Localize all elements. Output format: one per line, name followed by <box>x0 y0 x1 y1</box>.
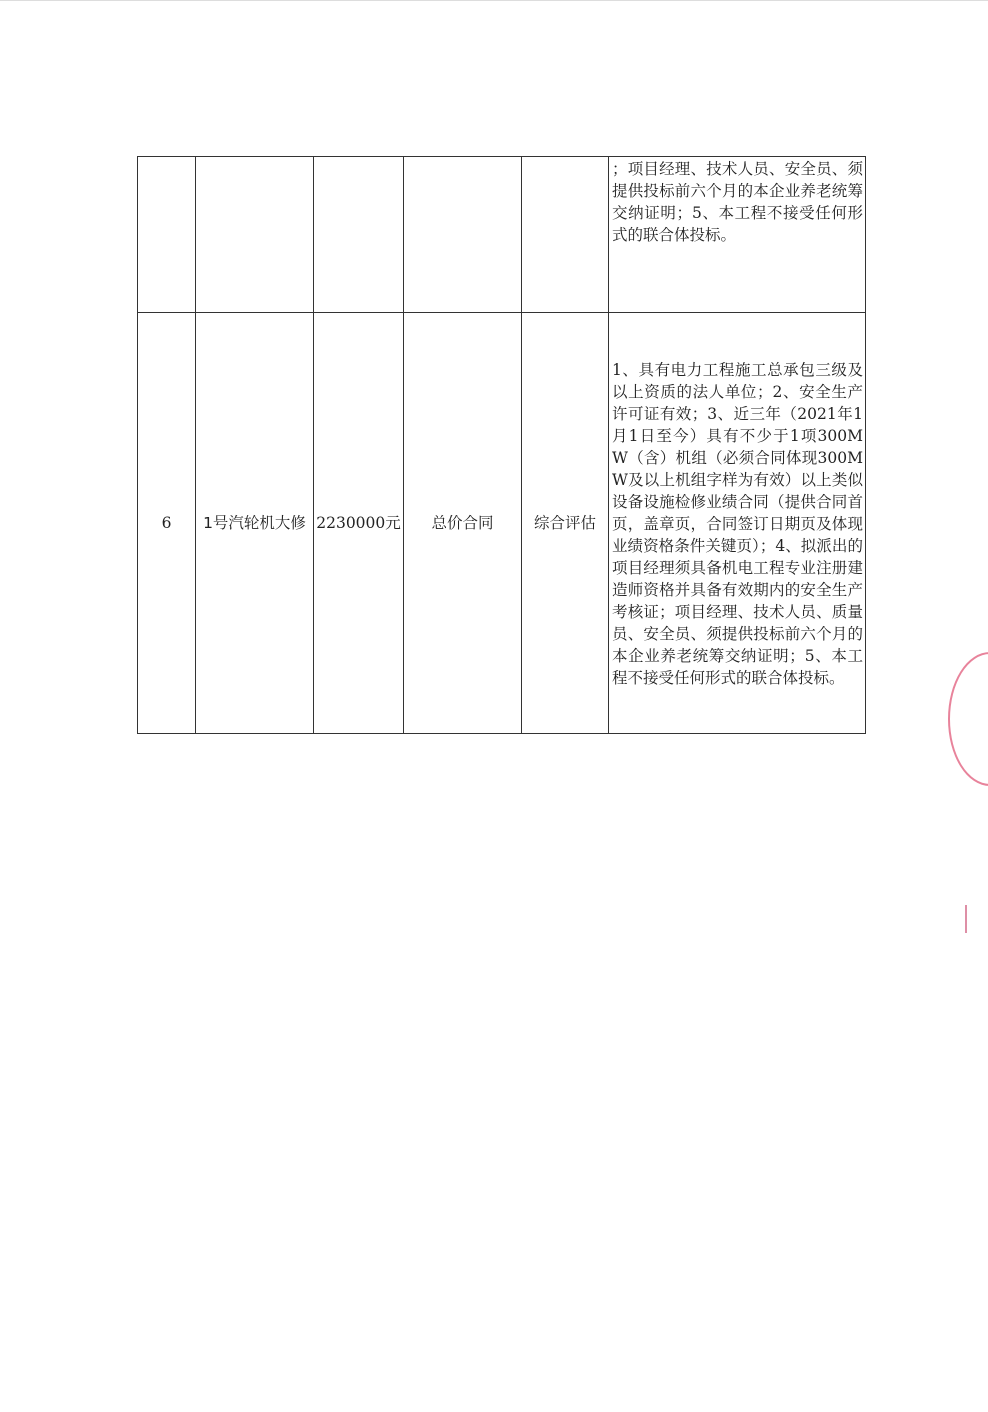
cell-requirements <box>609 313 866 734</box>
table-row <box>138 313 866 734</box>
tender-table <box>137 156 866 734</box>
page-top-edge <box>0 0 988 1</box>
cell-requirements <box>609 157 866 313</box>
cell-no <box>138 157 196 313</box>
red-seal-stamp <box>948 652 988 786</box>
cell-evaluation: 综合评估 <box>522 313 609 734</box>
seal-edge-mark <box>965 905 967 933</box>
requirements-text: 1、具有电力工程施工总承包三级及以上资质的法人单位；2、安全生产许可证有效；3、近三年（2021年1月1日至今）具有不少于1项300MW（含）机组（必须合同体现300MW及以上机组字样为有效）以上类似设备设施检修业绩合同（提供合同首页，盖章页，合同签订日期页及体现业绩资格条件关键页）；4、拟派出的项目经理须具备机电工程专业注册建造师资格并具备有效期内的安全生产考核证；项目经理、技术人员、质量员、安全员、须提供投标前六个月的本企业养老统筹交纳证明；5、本工程不接受任何形式的联合体投标。 <box>612 360 863 687</box>
cell-amount: 2230000元 <box>314 313 404 734</box>
table-row <box>138 157 866 313</box>
cell-contract-type: 总价合同 <box>404 313 522 734</box>
cell-evaluation <box>522 157 609 313</box>
cell-project-name <box>196 157 314 313</box>
cell-amount <box>314 157 404 313</box>
cell-contract-type <box>404 157 522 313</box>
cell-no: 6 <box>138 313 196 734</box>
cell-project-name: 1号汽轮机大修 <box>196 313 314 734</box>
requirements-text: ；项目经理、技术人员、安全员、须提供投标前六个月的本企业养老统筹交纳证明；5、本工程不接受任何形式的联合体投标。 <box>612 160 863 244</box>
